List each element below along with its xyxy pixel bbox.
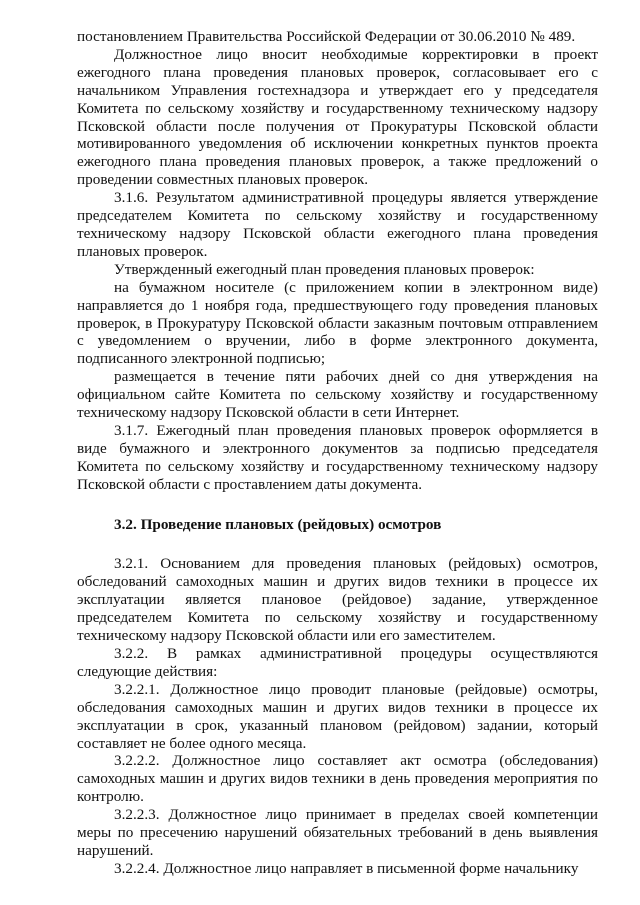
paragraph: 3.2.2. В рамках административной процедуры осуществляются следующие действия: bbox=[77, 645, 598, 680]
paragraph: 3.1.7. Ежегодный план проведения плановых проверок оформляется в виде бумажного и электронного документов за подписью председателя Комитета по сельскому хозяйству и государственному техническому надзору Псковской области с проставлением даты документа. bbox=[77, 421, 598, 493]
paragraph: 3.2.2.3. Должностное лицо принимает в пределах своей компетенции меры по пресечению нарушений обязательных требований в день выявления нарушений. bbox=[77, 806, 598, 859]
paragraph: 3.1.6. Результатом административной процедуры является утверждение председателем Комитета по сельскому хозяйству и государственному техническому надзору Псковской области ежегодного плана проведения плановых проверок. bbox=[77, 189, 598, 260]
spacer bbox=[77, 494, 598, 516]
paragraph: Утвержденный ежегодный план проведения плановых проверок: bbox=[114, 260, 535, 278]
spacer bbox=[77, 533, 598, 555]
paragraph: Должностное лицо вносит необходимые корректировки в проект ежегодного плана проведения плановых проверок, согласовывает его с начальником Управления гостехнадзора и утверждает его у председателя Комитета по сельскому хозяйству и государственному техническому надзору Псковской области после получения от Прокуратуры Псковской области мотивированного уведомления об исключении конкретных пунктов проекта ежегодного плана проведения плановых проверок, а также предложений о проведении совместных плановых проверок. bbox=[77, 45, 598, 189]
paragraph: 3.2.2.1. Должностное лицо проводит плановые (рейдовые) осмотры, обследования самоходных машин и других видов техники в процессе их эксплуатации в срок, указанный плановом (рейдовом) задании, который составляет не более одного месяца. bbox=[77, 680, 598, 752]
paragraph: постановлением Правительства Российской Федерации от 30.06.2010 № 489. bbox=[77, 28, 576, 45]
paragraph: 3.2.2.2. Должностное лицо составляет акт осмотра (обследования) самоходных машин и других видов техники в день проведения мероприятия по контролю. bbox=[77, 752, 598, 806]
paragraph: 3.2.2.4. Должностное лицо направляет в письменной форме начальнику bbox=[114, 859, 579, 877]
paragraph: 3.2.1. Основанием для проведения плановых (рейдовых) осмотров, обследований самоходных машин и других видов техники в процессе их эксплуатации является плановое (рейдовое) задание, утвержденное председателем Комитета по сельскому хозяйству и государственному техническому надзору Псковской области или его заместителем. bbox=[77, 555, 598, 645]
section-heading: 3.2. Проведение плановых (рейдовых) осмотров bbox=[114, 515, 442, 533]
paragraph: размещается в течение пяти рабочих дней со дня утверждения на официальном сайте Комитета по сельскому хозяйству и государственному техническому надзору Псковской области в сети Интернет. bbox=[77, 368, 598, 422]
paragraph: на бумажном носителе (с приложением копии в электронном виде) направляется до 1 ноября года, предшествующего году проведения плановых проверок, в Прокуратуру Псковской области заказным почтовым отправлением с уведомлением о вручении, либо в форме электронного документа, подписанного электронной подписью; bbox=[77, 278, 598, 368]
document-body bbox=[77, 28, 598, 878]
